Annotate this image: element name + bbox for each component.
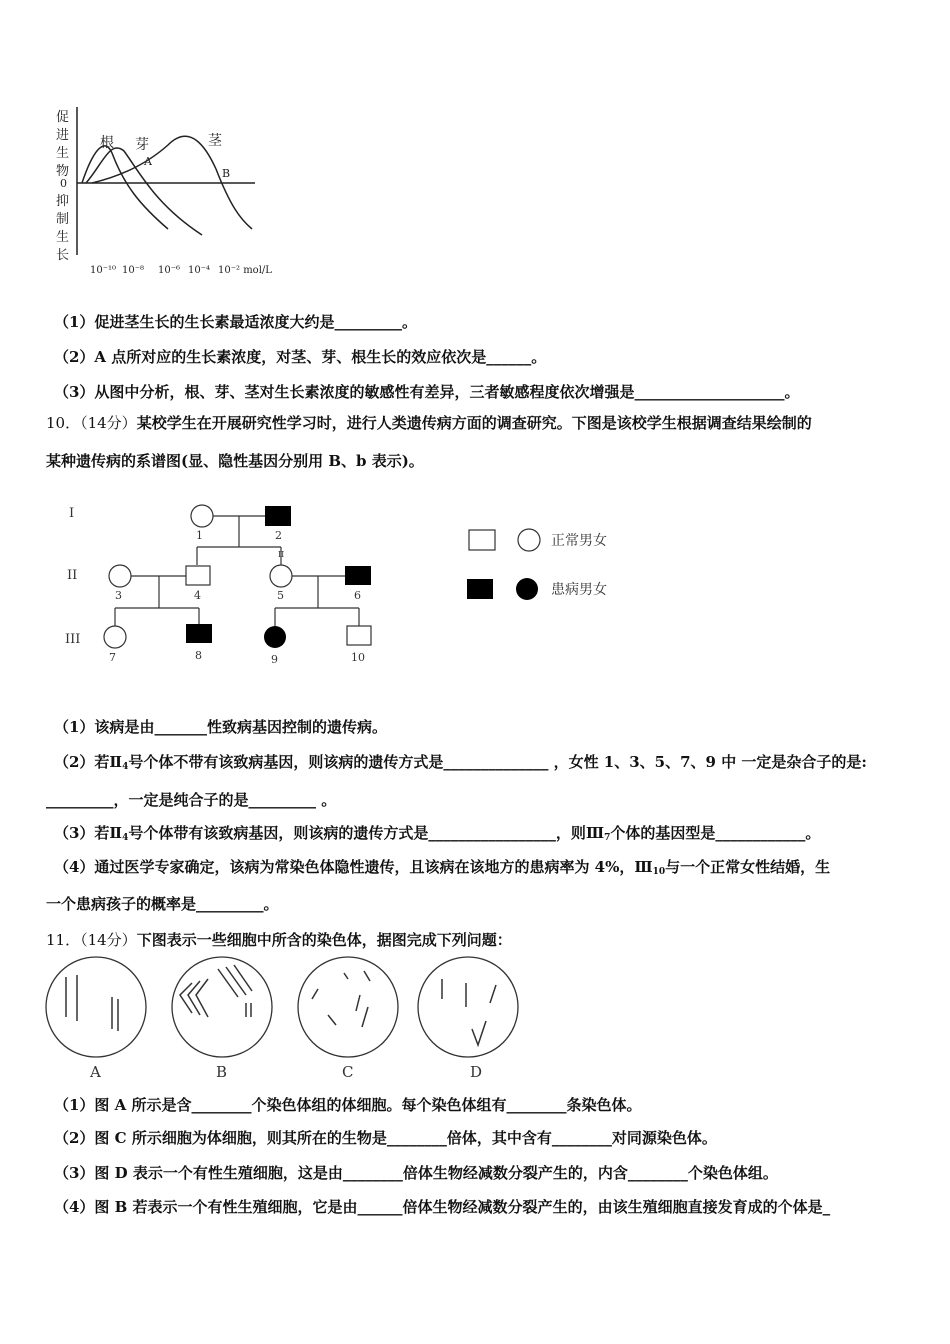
q10-item-2-part-a: （2）若Ⅱ — [54, 753, 123, 771]
y-label-top-3: 生 — [56, 146, 70, 161]
q10-item-3-part-c: 个体的基因型是____________。 — [610, 824, 821, 842]
x-tick-1: 10⁻¹⁰ — [90, 265, 117, 276]
y-label-bottom-1: 抑 — [56, 194, 70, 209]
small-generation-mark: II — [278, 550, 285, 559]
cell-label-d: D — [470, 1063, 483, 1081]
individual-6-affected-male — [345, 566, 371, 585]
q9-item-3: （3）从图中分析，根、芽、茎对生长素浓度的敏感性有差异，三者敏感程度依次增强是____________________。 — [54, 383, 800, 401]
auxin-response-graph — [40, 95, 300, 280]
generation-label-3: III — [65, 632, 81, 647]
q10-item-4-continued: 一个患病孩子的概率是_________。 — [46, 895, 279, 913]
q10-item-4-part-b: 与一个正常女性结婚，生 — [665, 858, 831, 876]
legend-affected-female-circle — [516, 578, 538, 600]
q10-item-3-subscript-1: 4 — [122, 833, 129, 843]
y-label-top-2: 进 — [56, 128, 70, 143]
q10-item-4-part-a: （4）通过医学专家确定，该病为常染色体隐性遗传，且该病在该地方的患病率为 4%，Ⅲ — [54, 858, 653, 876]
q11-stem — [46, 930, 512, 950]
q10-item-3-part-a: （3）若Ⅱ — [54, 824, 123, 842]
q10-score: （14分） — [80, 414, 137, 432]
q11-number: 11． — [46, 931, 81, 949]
point-a-label: A — [144, 155, 152, 168]
q11-item-1: （1）图 A 所示是含________个染色体组的体细胞。每个染色体组有________条染色体。 — [54, 1096, 642, 1114]
q10-item-3-subscript-2: 7 — [604, 833, 611, 843]
q10-item-2 — [54, 752, 867, 777]
q10-item-3-part-b: 号个体带有该致病基因，则该病的遗传方式是_________________，则Ⅲ — [128, 824, 605, 842]
x-tick-3: 10⁻⁶ — [158, 265, 181, 276]
legend-normal-female-circle — [518, 529, 540, 551]
generation-label-1: I — [69, 506, 75, 521]
individual-9-affected-female — [264, 626, 286, 648]
individual-8-affected-male — [186, 624, 212, 643]
individual-number-7: 7 — [109, 651, 116, 664]
cell-a — [46, 957, 146, 1057]
q10-item-2-subscript: 4 — [122, 762, 129, 772]
cell-label-a: A — [90, 1063, 101, 1081]
individual-number-4: 4 — [194, 589, 201, 602]
pedigree-chart — [55, 495, 635, 675]
x-tick-2: 10⁻⁸ — [122, 265, 145, 276]
q10-item-2-part-b: 号个体不带有该致病基因，则该病的遗传方式是______________ ，女性 1、3、5、7、9 中 一定是杂合子的是: — [128, 753, 867, 771]
x-tick-5: 10⁻² mol/L — [218, 265, 272, 276]
q10-stem-line-2: 某种遗传病的系谱图(显、隐性基因分别用 B、b 表示)。 — [46, 452, 424, 470]
legend-affected-label: 患病男女 — [551, 582, 607, 598]
root-label: 根 — [100, 135, 114, 151]
y-label-bottom-4: 长 — [56, 248, 70, 263]
point-b-label: B — [222, 167, 231, 180]
y-label-bottom-2: 制 — [56, 212, 70, 227]
q11-item-4: （4）图 B 若表示一个有性生殖细胞，它是由______倍体生物经减数分裂产生的，由该生殖细胞直接发育成的个体是_ — [54, 1198, 831, 1216]
q11-stem-text: 下图表示一些细胞中所含的染色体，据图完成下列问题： — [136, 931, 512, 949]
cell-c — [298, 957, 398, 1057]
individual-2-affected-male — [265, 506, 291, 526]
cell-d — [418, 957, 518, 1057]
q10-item-3 — [54, 823, 820, 848]
stem-label: 茎 — [208, 133, 222, 149]
individual-3-normal-female — [109, 565, 131, 587]
individual-4-normal-male — [186, 566, 210, 585]
q10-item-4-subscript: 10 — [652, 867, 666, 877]
individual-number-9: 9 — [271, 653, 278, 666]
bud-label: 芽 — [135, 137, 149, 153]
q10-stem-text-1: 某校学生在开展研究性学习时，进行人类遗传病方面的调查研究。下图是该校学生根据调查结果绘制的 — [136, 414, 812, 432]
q10-stem-line-1 — [46, 413, 812, 433]
x-tick-4: 10⁻⁴ — [188, 265, 211, 276]
individual-number-1: 1 — [196, 529, 203, 542]
individual-number-5: 5 — [277, 589, 284, 602]
root-curve — [82, 146, 168, 229]
q10-item-2-continued: _________，一定是纯合子的是_________ 。 — [46, 791, 337, 809]
q11-item-2: （2）图 C 所示细胞为体细胞，则其所在的生物是________倍体，其中含有________对同源染色体。 — [54, 1129, 717, 1147]
individual-number-3: 3 — [115, 589, 122, 602]
cell-b — [172, 957, 272, 1057]
legend-normal-male-square — [469, 530, 495, 550]
chromosome-cells-figure — [40, 955, 530, 1085]
individual-number-8: 8 — [195, 649, 202, 662]
q10-item-1: （1）该病是由_______性致病基因控制的遗传病。 — [54, 718, 387, 736]
individual-number-6: 6 — [354, 589, 361, 602]
individual-number-10: 10 — [351, 651, 365, 664]
q11-item-3: （3）图 D 表示一个有性生殖细胞，这是由________倍体生物经减数分裂产生的，内含________个染色体组。 — [54, 1164, 778, 1182]
y-label-top-1: 促 — [56, 110, 70, 125]
zero-label: 0 — [60, 177, 67, 190]
q9-item-2: （2）A 点所对应的生长素浓度，对茎、芽、根生长的效应依次是______。 — [54, 348, 547, 366]
individual-1-normal-female — [191, 505, 213, 527]
legend-normal-label: 正常男女 — [551, 533, 607, 549]
q11-score: （14分） — [80, 931, 137, 949]
cell-label-c: C — [342, 1063, 354, 1081]
cell-label-b: B — [216, 1063, 228, 1081]
individual-5-normal-female — [270, 565, 292, 587]
individual-number-2: 2 — [275, 529, 282, 542]
generation-label-2: II — [67, 568, 78, 583]
individual-7-normal-female — [104, 626, 126, 648]
legend-affected-male-square — [467, 579, 493, 599]
q10-number: 10． — [46, 414, 81, 432]
y-label-bottom-3: 生 — [56, 230, 70, 245]
q10-item-4 — [54, 857, 830, 882]
individual-10-normal-male — [347, 626, 371, 645]
q9-item-1: （1）促进茎生长的生长素最适浓度大约是_________。 — [54, 313, 417, 331]
y-label-top-4: 物 — [56, 164, 70, 179]
